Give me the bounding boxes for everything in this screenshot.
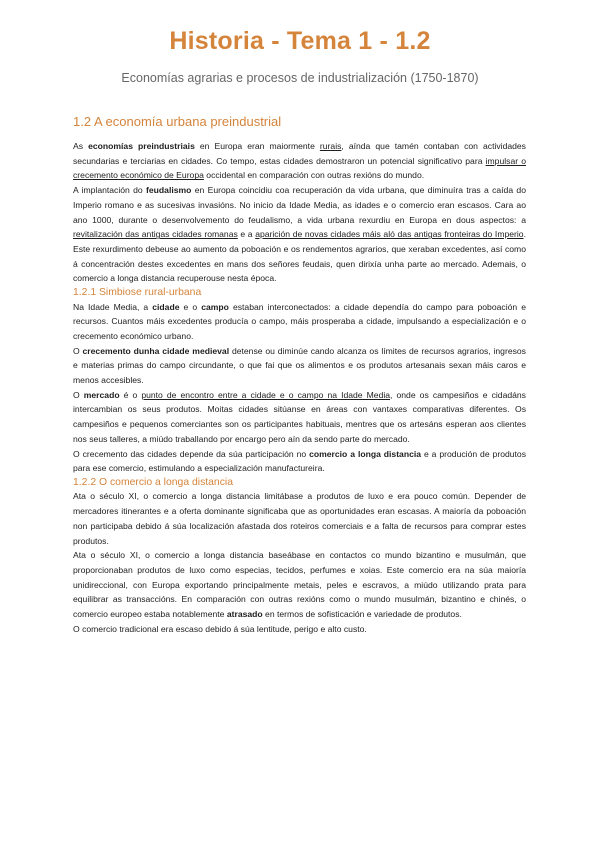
subsection-heading: 1.2.1 Simbiose rural-urbana: [73, 287, 202, 299]
paragraph: O crecemento das cidades depende da súa participación no comercio a longa distancia e a produción de produtos para ese comercio, estimulando a especialización manufactureira.: [73, 448, 526, 474]
paragraph: A implantación do feudalismo en Europa coincidiu coa recuperación da vida urbana, que diminuíra tras a caída do Imperio romano e as sucesivas invasións. No inicio da Idade Media, as idades e o comercio eran escasos. Cara ao ano 1000, durante o desenvolvemento do feudalismo, a vida urbana rexurdiu en Europa en dous aspectos: a revitalización das antigas cidades romanas e a aparición de novas cidades máis aló das antigas fronteiras do Imperio. Este rexurdimento debeuse ao aumento da poboación e os rendementos agrarios, que xeraban excedentes, así como á concentración destes excedentes en mans dos señores feudais, quen dirixía unha parte ao mercado. Ademais, o comercio a longa distancia recuperouse nesta época.: [73, 185, 526, 284]
document-subtitle: Economías agrarias e procesos de industrialización (1750-1870): [121, 71, 479, 85]
paragraph: O crecemento dunha cidade medieval detense ou diminúe cando alcanza os límites de recursos agrarios, ingresos e materias primas do campo circundante, o que fai que os alimentos e os produtos artesanais sexan máis caros e menos accesibles.: [73, 345, 526, 386]
paragraph: Ata o século XI, o comercio a longa distancia limitábase a produtos de luxo e era pouco común. Depender de mercadores itinerantes e a oferta dominante significaba que as oportunidades eran escasas. A maioría da poboación non participaba debido á súa localización afastada dos roteiros comerciais e a falta de recursos para comprar estes produtos.: [73, 491, 526, 546]
document-title: Historia - Tema 1 - 1.2: [169, 27, 431, 55]
document-body: [73, 110, 526, 637]
paragraph: O mercado é o punto de encontro entre a cidade e o campo na Idade Media, onde os campesiños e cidadáns intercambian os seus produtos. Moitas cidades sitúanse en áreas con vantaxes comparativas diferentes. Os campesiños e pequenos comerciantes son os participantes habituais, mentres que os artesáns esperan aos clientes nos seus talleres, a miúdo traballando por encargo pero aín da sendo parte do mercado.: [73, 389, 526, 444]
paragraph: As economías preindustriais en Europa eran maiormente rurais, aínda que tamén contaban con actividades secundarias e terciarias en cidades. Co tempo, estas cidades demostraron un potencial significativo para impulsar o crecemento económico de Europa occidental en comparación con outras rexións do mundo.: [73, 141, 526, 181]
section-heading: 1.2 A economía urbana preindustrial: [73, 114, 282, 129]
subsection-heading: 1.2.2 O comercio a longa distancia: [73, 476, 233, 488]
paragraph: Ata o século XI, o comercio a longa distancia baseábase en contactos co mundo bizantino e musulmán, que proporcionaban produtos de luxo como especias, tecidos, perfumes e xoias. Este comercio era na súa maioría unidireccional, con Europa exportando principalmente metais, peles e escravos, a miúdo utilizando prata para equilibrar as transaccións. En comparación con outras rexións como o mundo musulmán, bizantino e chinés, o comercio europeo estaba notablemente atrasado en termos de sofisticación e variedade de produtos.: [73, 550, 526, 620]
paragraph: O comercio tradicional era escaso debido á súa lentitude, perigo e alto custo.: [73, 623, 367, 634]
paragraph: Na Idade Media, a cidade e o campo estaban interconectados: a cidade dependía do campo para poboación e recursos. Cuantos máis excedentes producía o campo, máis prosperaba a cidade, impulsando a especialización e o crecemento económico urbano.: [73, 301, 526, 341]
